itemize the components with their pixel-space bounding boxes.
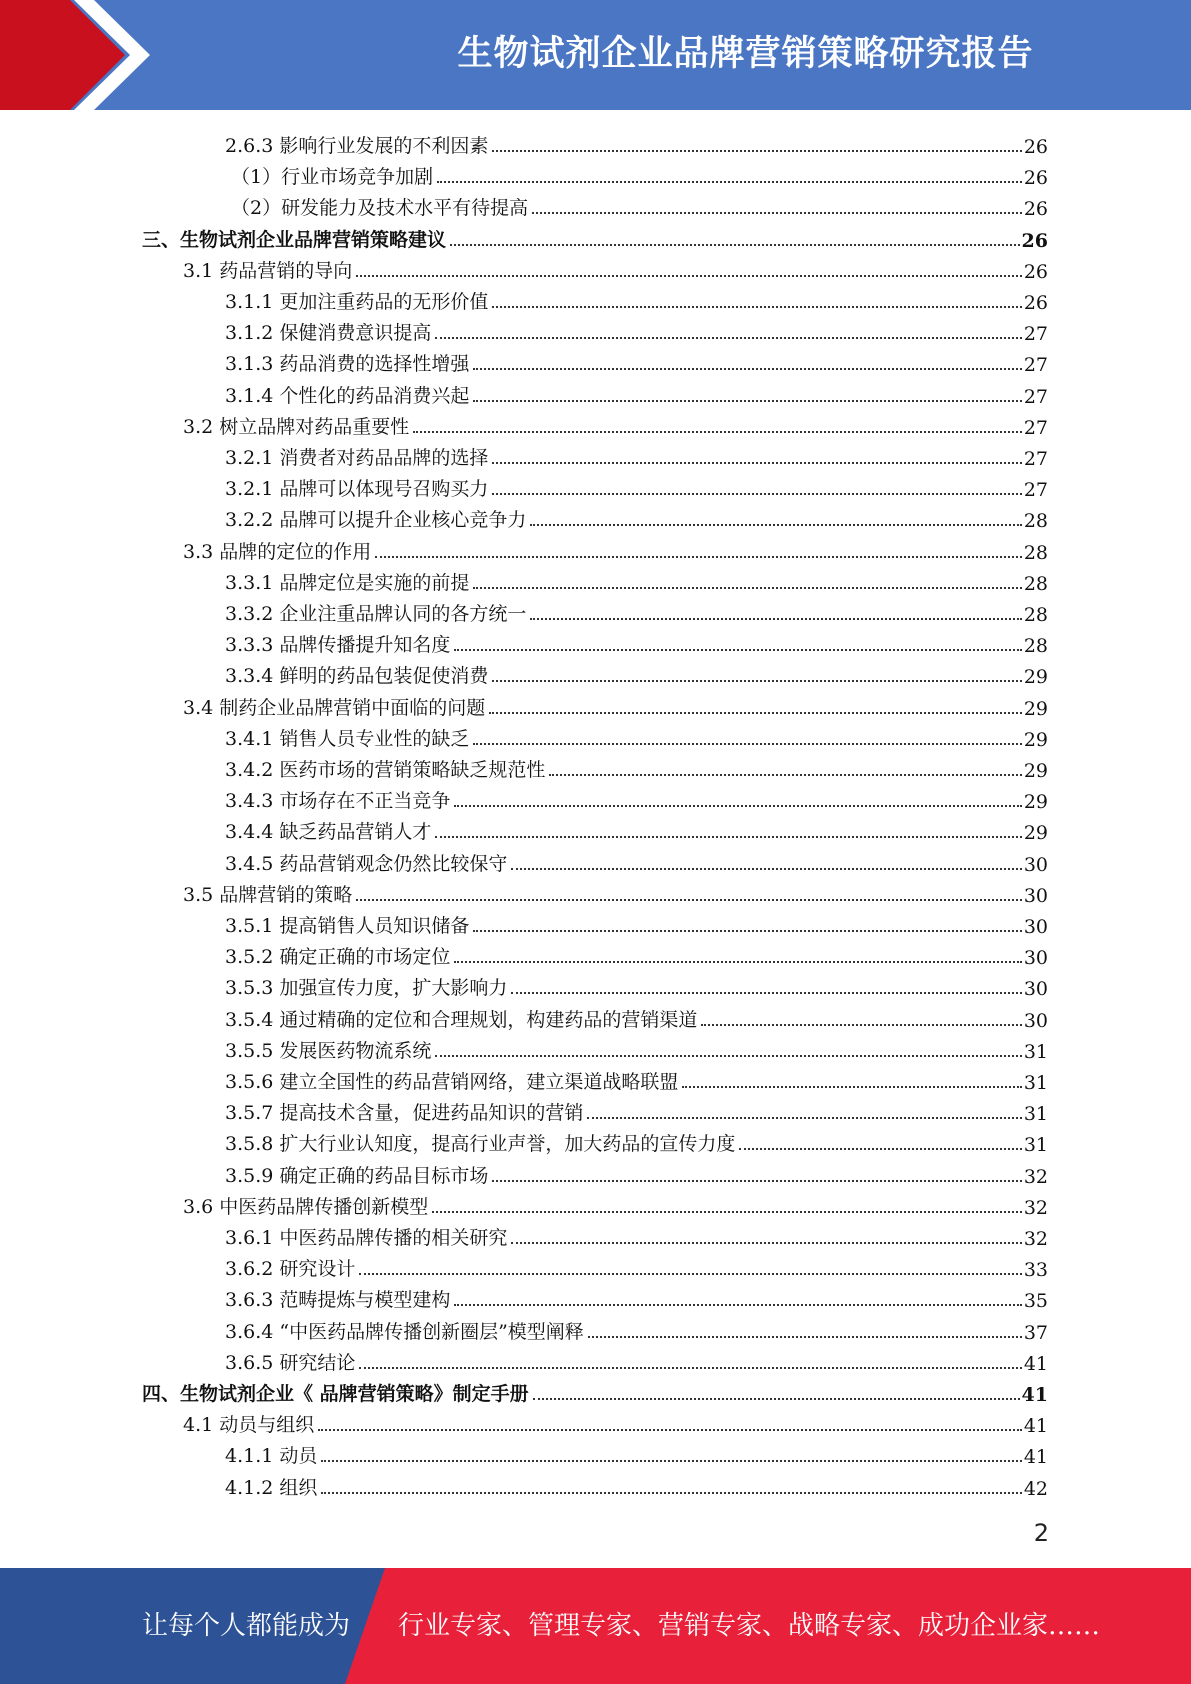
toc-entry[interactable] — [0, 689, 1048, 720]
toc-entry[interactable] — [0, 1125, 1048, 1156]
toc-entry-label: 3.2.1 品牌可以体现号召购买力 — [225, 478, 489, 501]
toc-entry[interactable] — [0, 751, 1048, 782]
toc-entry-label: 3.2 树立品牌对药品重要性 — [183, 415, 410, 438]
toc-entry-page: 31 — [1023, 1040, 1048, 1063]
toc-entry[interactable] — [0, 158, 1048, 189]
toc-entry-page: 32 — [1023, 1165, 1048, 1188]
toc-entry-page: 28 — [1023, 510, 1048, 533]
toc-entry-label: 3.6.2 研究设计 — [225, 1258, 356, 1281]
toc-entry-label: 2.6.3 影响行业发展的不利因素 — [225, 135, 489, 157]
toc-entry-page: 26 — [1023, 198, 1048, 221]
toc-entry[interactable] — [0, 1001, 1048, 1032]
toc-entry-label: 3.5.6 建立全国性的药品营销网络，建立渠道战略联盟 — [225, 1071, 679, 1093]
toc-entry-page: 27 — [1023, 323, 1048, 346]
toc-entry-page: 27 — [1023, 479, 1048, 502]
toc-entry-label: 3.3.1 品牌定位是实施的前提 — [225, 571, 470, 594]
toc-dot-leader — [454, 961, 1021, 963]
toc-entry[interactable] — [0, 470, 1048, 501]
toc-entry[interactable] — [0, 533, 1048, 564]
toc-dot-leader — [359, 1273, 1021, 1275]
toc-dot-leader — [413, 431, 1022, 433]
toc-entry-page: 28 — [1023, 635, 1048, 658]
toc-entry-page: 30 — [1023, 978, 1048, 1001]
toc-entry[interactable] — [0, 876, 1048, 907]
toc-entry-page: 27 — [1023, 448, 1048, 470]
toc-entry-label: 3.6.5 研究结论 — [225, 1351, 356, 1374]
toc-entry-label: 3.2.1 消费者对药品品牌的选择 — [225, 447, 489, 469]
toc-entry[interactable] — [0, 907, 1048, 938]
toc-entry-page: 35 — [1023, 1290, 1048, 1313]
toc-entry-page: 32 — [1023, 1196, 1048, 1219]
toc-entry[interactable] — [0, 314, 1048, 345]
toc-entry-label: 3.4.5 药品营销观念仍然比较保守 — [225, 852, 508, 875]
toc-entry[interactable] — [0, 252, 1048, 283]
toc-entry[interactable] — [0, 1032, 1048, 1063]
toc-dot-leader — [473, 368, 1021, 370]
toc-dot-leader — [492, 680, 1021, 682]
toc-dot-leader — [318, 1429, 1022, 1431]
toc-entry-page: 41 — [1023, 1352, 1048, 1375]
toc-entry[interactable] — [0, 439, 1048, 470]
toc-entry-label: 3.5.2 确定正确的市场定位 — [225, 946, 451, 969]
toc-entry-page: 29 — [1023, 697, 1048, 720]
toc-entry-label: 3.5.9 确定正确的药品目标市场 — [225, 1164, 489, 1187]
footer-slogan-right: 行业专家、管理专家、营销专家、战略专家、成功企业家…… — [398, 1611, 1101, 1641]
toc-entry[interactable] — [0, 1063, 1048, 1094]
toc-entry-label: 3.5.7 提高技术含量，促进药品知识的营销 — [225, 1102, 584, 1125]
toc-entry-page: 26 — [1021, 229, 1048, 252]
toc-entry[interactable] — [0, 626, 1048, 657]
toc-entry-page: 28 — [1023, 604, 1048, 626]
toc-entry-page: 27 — [1023, 354, 1048, 377]
toc-dot-leader — [530, 524, 1021, 526]
toc-entry-label: 3.3 品牌的定位的作用 — [183, 540, 372, 563]
toc-entry-page: 30 — [1023, 1009, 1048, 1032]
toc-entry-page: 31 — [1023, 1072, 1048, 1094]
toc-entry[interactable] — [0, 1375, 1048, 1406]
toc-entry-label: 3.6.1 中医药品牌传播的相关研究 — [225, 1227, 508, 1249]
toc-dot-leader — [588, 1336, 1022, 1338]
toc-entry-page: 32 — [1023, 1228, 1048, 1250]
toc-entry[interactable] — [0, 408, 1048, 439]
footer-slogan-left: 让每个人都能成为 — [142, 1611, 351, 1641]
toc-dot-leader — [437, 181, 1022, 183]
page-number: 2 — [1033, 1519, 1049, 1547]
toc-entry-label: 3.1.4 个性化的药品消费兴起 — [225, 384, 470, 407]
toc-entry-label: 3.3.2 企业注重品牌认同的各方统一 — [225, 603, 527, 625]
toc-entry-page: 29 — [1023, 791, 1048, 814]
toc-entry[interactable] — [0, 1157, 1048, 1188]
toc-entry-label: 4.1 动员与组织 — [183, 1414, 315, 1437]
toc-dot-leader — [359, 1367, 1021, 1369]
toc-entry-label: 3.2.2 品牌可以提升企业核心竞争力 — [225, 509, 527, 532]
toc-entry-page: 28 — [1023, 572, 1048, 595]
toc-dot-leader — [321, 1492, 1021, 1494]
toc-entry-label: 四、生物试剂企业《 品牌营销策略》制定手册 — [142, 1383, 529, 1405]
toc-entry-label: 3.4.1 销售人员专业性的缺乏 — [225, 727, 470, 750]
toc-entry-label: 3.5 品牌营销的策略 — [183, 883, 353, 906]
toc-entry-page: 29 — [1023, 666, 1048, 689]
toc-dot-leader — [356, 275, 1022, 277]
toc-entry-label: 4.1.2 组织 — [225, 1476, 318, 1499]
toc-entry-page: 26 — [1023, 136, 1048, 158]
toc-dot-leader — [454, 1304, 1021, 1306]
toc-entry-page: 30 — [1023, 853, 1048, 876]
toc-entry[interactable] — [0, 501, 1048, 532]
toc-dot-leader — [701, 1024, 1021, 1026]
toc-dot-leader — [549, 774, 1021, 776]
toc-entry[interactable] — [0, 221, 1048, 252]
toc-entry-page: 30 — [1023, 884, 1048, 907]
toc-entry[interactable] — [0, 1437, 1048, 1468]
toc-dot-leader — [454, 805, 1021, 807]
toc-entry[interactable] — [0, 1469, 1048, 1500]
toc-dot-leader — [682, 1086, 1021, 1088]
toc-entry-label: 3.1 药品营销的导向 — [183, 259, 353, 282]
toc-entry-label: 3.6 中医药品牌传播创新模型 — [183, 1195, 429, 1218]
toc-entry-page: 31 — [1023, 1103, 1048, 1126]
toc-entry-label: 3.4.3 市场存在不正当竞争 — [225, 790, 451, 813]
toc-entry[interactable] — [0, 1250, 1048, 1281]
toc-dot-leader — [492, 462, 1021, 464]
toc-entry[interactable] — [0, 657, 1048, 688]
toc-dot-leader — [375, 556, 1022, 558]
document-title: 生物试剂企业品牌营销策略研究报告 — [457, 34, 1034, 74]
toc-entry[interactable] — [0, 1406, 1048, 1437]
toc-entry[interactable] — [0, 969, 1048, 1000]
toc-dot-leader — [492, 1180, 1021, 1182]
toc-entry-page: 30 — [1023, 947, 1048, 970]
toc-dot-leader — [587, 1117, 1021, 1119]
toc-entry-page: 41 — [1023, 1415, 1048, 1438]
toc-dot-leader — [532, 212, 1022, 214]
toc-entry[interactable] — [0, 720, 1048, 751]
toc-entry[interactable] — [0, 189, 1048, 220]
toc-dot-leader — [454, 649, 1021, 651]
toc-entry-label: 3.4.2 医药市场的营销策略缺乏规范性 — [225, 759, 546, 781]
toc-dot-leader — [492, 306, 1021, 308]
toc-entry[interactable] — [0, 127, 1048, 158]
toc-entry[interactable] — [0, 1188, 1048, 1219]
toc-dot-leader — [473, 930, 1021, 932]
toc-dot-leader — [450, 244, 1020, 246]
toc-dot-leader — [473, 400, 1021, 402]
toc-entry-label: 4.1.1 动员 — [225, 1445, 318, 1468]
toc-entry-label: 3.5.4 通过精确的定位和合理规划，构建药品的营销渠道 — [225, 1008, 698, 1031]
toc-entry[interactable] — [0, 1281, 1048, 1312]
toc-entry-label: 3.1.1 更加注重药品的无形价值 — [225, 291, 489, 313]
toc-dot-leader — [473, 587, 1021, 589]
toc-entry-label: （1）行业市场竞争加剧 — [231, 166, 434, 189]
toc-entry-label: （2）研发能力及技术水平有待提高 — [231, 197, 529, 220]
toc-entry-page: 26 — [1023, 167, 1048, 190]
toc-entry-page: 33 — [1023, 1259, 1048, 1282]
toc-entry[interactable] — [0, 595, 1048, 626]
toc-dot-leader — [435, 836, 1021, 838]
toc-dot-leader — [356, 899, 1022, 901]
toc-entry-page: 42 — [1023, 1477, 1048, 1500]
toc-dot-leader — [435, 1055, 1021, 1057]
toc-dot-leader — [489, 712, 1022, 714]
toc-dot-leader — [530, 618, 1021, 620]
toc-entry-page: 30 — [1023, 916, 1048, 938]
toc-dot-leader — [432, 1211, 1022, 1213]
toc-entry-page: 26 — [1023, 292, 1048, 314]
toc-dot-leader — [473, 743, 1021, 745]
toc-entry-label: 3.6.3 范畴提炼与模型建构 — [225, 1289, 451, 1312]
toc-entry-label: 3.5.3 加强宣传力度，扩大影响力 — [225, 977, 508, 1000]
toc-entry[interactable] — [0, 938, 1048, 969]
toc-entry-page: 31 — [1023, 1134, 1048, 1157]
toc-entry-page: 41 — [1023, 1446, 1048, 1469]
toc-entry-page: 29 — [1023, 822, 1048, 845]
toc-entry[interactable] — [0, 1094, 1048, 1125]
toc-dot-leader — [533, 1398, 1020, 1400]
toc-entry-label: 3.1.2 保健消费意识提高 — [225, 322, 432, 345]
toc-entry[interactable] — [0, 564, 1048, 595]
toc-entry-page: 28 — [1023, 541, 1048, 564]
toc-entry-label: 3.3.3 品牌传播提升知名度 — [225, 634, 451, 657]
toc-entry-label: 3.1.3 药品消费的选择性增强 — [225, 353, 470, 376]
toc-entry[interactable] — [0, 1313, 1048, 1344]
toc-entry[interactable] — [0, 782, 1048, 813]
toc-dot-leader — [492, 150, 1021, 152]
toc-entry[interactable] — [0, 283, 1048, 314]
toc-dot-leader — [511, 1242, 1021, 1244]
toc-entry-label: 3.5.8 扩大行业认知度，提高行业声誉，加大药品的宣传力度 — [225, 1133, 736, 1156]
toc-entry-label: 3.4.4 缺乏药品营销人才 — [225, 821, 432, 844]
toc-entry-page: 41 — [1021, 1384, 1048, 1406]
toc-entry-page: 29 — [1023, 760, 1048, 782]
toc-dot-leader — [321, 1460, 1021, 1462]
toc-entry-label: 3.3.4 鲜明的药品包装促使消费 — [225, 665, 489, 688]
toc-entry-page: 27 — [1023, 385, 1048, 408]
toc-entry-label: 3.5.5 发展医药物流系统 — [225, 1039, 432, 1062]
toc-entry[interactable] — [0, 377, 1048, 408]
toc-entry-page: 27 — [1023, 416, 1048, 439]
toc-dot-leader — [739, 1148, 1021, 1150]
toc-entry[interactable] — [0, 345, 1048, 376]
toc-dot-leader — [492, 493, 1021, 495]
toc-entry[interactable] — [0, 1344, 1048, 1375]
toc-entry-page: 29 — [1023, 728, 1048, 751]
toc-entry-page: 37 — [1023, 1321, 1048, 1344]
toc-dot-leader — [511, 868, 1021, 870]
toc-entry[interactable] — [0, 1219, 1048, 1250]
toc-entry[interactable] — [0, 813, 1048, 844]
toc-entry-label: 3.5.1 提高销售人员知识储备 — [225, 915, 470, 937]
toc-dot-leader — [511, 992, 1021, 994]
toc-entry[interactable] — [0, 845, 1048, 876]
toc-dot-leader — [435, 337, 1021, 339]
toc-entry-label: 3.4 制药企业品牌营销中面临的问题 — [183, 696, 486, 719]
toc-entry-page: 26 — [1023, 260, 1048, 283]
toc-entry-label: 三、生物试剂企业品牌营销策略建议 — [142, 228, 447, 251]
toc-entry-label: 3.6.4 “中医药品牌传播创新圈层”模型阐释 — [225, 1320, 584, 1343]
